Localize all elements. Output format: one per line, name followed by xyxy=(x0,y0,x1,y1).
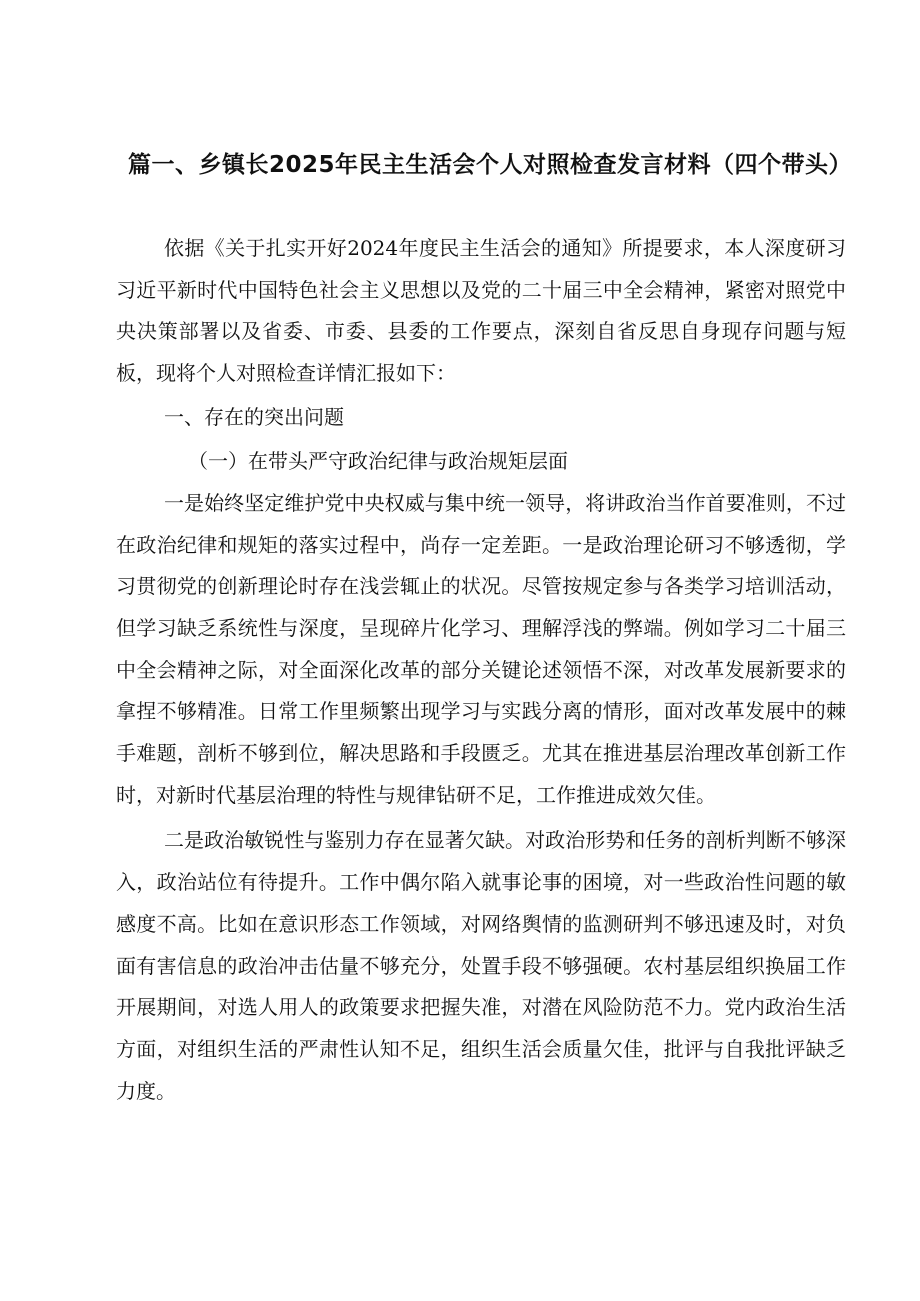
intro-paragraph: 依据《关于扎实开好2024年度民主生活会的通知》所提要求，本人深度研习习近平新时代中国特色社会主义思想以及党的二十届三中全会精神，紧密对照党中央决策部署以及省委、市委、县委的工作要点，深刻自省反思自身现存问题与短板，现将个人对照检查详情汇报如下： xyxy=(116,236,846,386)
body-paragraph-1: 一是始终坚定维护党中央权威与集中统一领导，将讲政治当作首要准则，不过在政治纪律和规矩的落实过程中，尚存一定差距。一是政治理论研习不够透彻，学习贯彻党的创新理论时存在浅尝辄止的状况。尽管按规定参与各类学习培训活动，但学习缺乏系统性与深度，呈现碎片化学习、理解浮浅的弊端。例如学习二十届三中全会精神之际，对全面深化改革的部分关键论述领悟不深，对改革发展新要求的拿捏不够精准。日常工作里频繁出现学习与实践分离的情形，面对改革发展中的棘手难题，剖析不够到位，解决思路和手段匮乏。尤其在推进基层治理改革创新工作时，对新时代基层治理的特性与规律钻研不足，工作推进成效欠佳。 xyxy=(116,490,846,807)
body-paragraph-2: 二是政治敏锐性与鉴别力存在显著欠缺。对政治形势和任务的剖析判断不够深入，政治站位有待提升。工作中偶尔陷入就事论事的困境，对一些政治性问题的敏感度不高。比如在意识形态工作领域，对网络舆情的监测研判不够迅速及时，对负面有害信息的政治冲击估量不够充分，处置手段不够强硬。农村基层组织换届工作开展期间，对选人用人的政策要求把握失准，对潜在风险防范不力。党内政治生活方面，对组织生活的严肃性认知不足，组织生活会质量欠佳，批评与自我批评缺乏力度。 xyxy=(116,828,846,1103)
subsection-heading: （一）在带头严守政治纪律与政治规矩层面 xyxy=(188,448,568,473)
document-body xyxy=(116,228,846,1112)
document-title: 篇一、乡镇长2025年民主生活会个人对照检查发言材料（四个带头） xyxy=(127,152,852,178)
section-heading: 一、存在的突出问题 xyxy=(164,404,344,429)
